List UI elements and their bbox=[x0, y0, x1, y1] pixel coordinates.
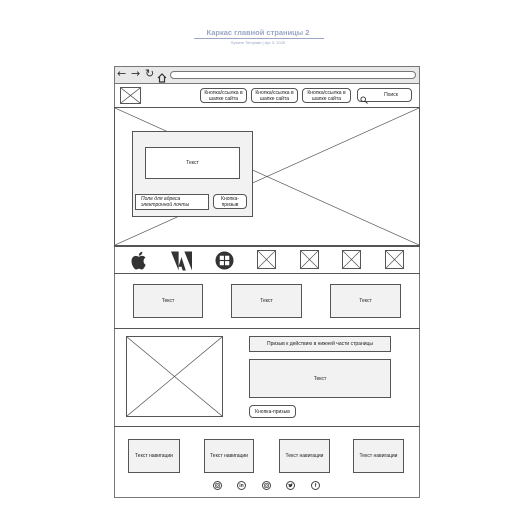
home-icon[interactable] bbox=[157, 70, 167, 80]
logo-placeholder bbox=[257, 250, 276, 269]
email-field[interactable]: Поле для адреса электронной почты bbox=[135, 194, 209, 210]
divider bbox=[114, 328, 420, 329]
title-underline bbox=[194, 38, 324, 39]
address-bar[interactable] bbox=[170, 71, 416, 79]
feature-card-1: Текст bbox=[133, 284, 203, 318]
hero-cta-button[interactable]: Кнопка-призыв bbox=[213, 194, 247, 209]
linkedin-icon[interactable]: in bbox=[237, 481, 246, 490]
twitter-icon[interactable] bbox=[286, 481, 295, 490]
footer-nav-item-1[interactable]: Текст навигации bbox=[128, 439, 180, 473]
logo-placeholder bbox=[385, 250, 404, 269]
divider bbox=[114, 246, 420, 247]
instagram-icon[interactable] bbox=[262, 481, 271, 490]
cta-image-placeholder bbox=[126, 336, 223, 417]
adobe-logo bbox=[171, 251, 192, 271]
arrow-right-icon[interactable]: → bbox=[131, 67, 141, 80]
arrow-left-icon[interactable]: ← bbox=[117, 67, 127, 80]
reload-icon[interactable]: ↻ bbox=[145, 67, 155, 80]
cta-button[interactable]: Кнопка-призыв bbox=[249, 405, 296, 418]
logo-placeholder bbox=[342, 250, 361, 269]
instagram-icon[interactable] bbox=[213, 481, 222, 490]
feature-card-2: Текст bbox=[231, 284, 302, 318]
apple-logo bbox=[130, 251, 147, 270]
header-link-2[interactable]: Кнопка/ссылка в шапке сайта bbox=[251, 88, 298, 103]
cta-text: Текст bbox=[249, 359, 391, 398]
divider bbox=[114, 273, 420, 274]
logo-placeholder bbox=[300, 250, 319, 269]
page-title: Каркас главной страницы 2 bbox=[206, 28, 310, 37]
feature-card-3: Текст bbox=[330, 284, 401, 318]
cta-heading: Призыв к действию в нижней части страницы bbox=[249, 336, 391, 352]
footer-nav-item-2[interactable]: Текст навигации bbox=[204, 439, 254, 473]
search-label: Поиск bbox=[384, 92, 398, 98]
page-subtitle: System Template | Apr 3, 2025 bbox=[230, 40, 286, 45]
footer-nav-item-4[interactable]: Текст навигации bbox=[353, 439, 404, 473]
footer-nav-item-3[interactable]: Текст навигации bbox=[279, 439, 330, 473]
divider bbox=[114, 426, 420, 427]
facebook-icon[interactable]: f bbox=[311, 481, 320, 490]
windows-logo bbox=[215, 251, 234, 270]
site-logo-placeholder bbox=[120, 87, 141, 104]
hero-text: Текст bbox=[145, 147, 240, 179]
header-link-3[interactable]: Кнопка/ссылка в шапке сайта bbox=[302, 88, 351, 103]
search-icon bbox=[360, 91, 368, 99]
header-link-1[interactable]: Кнопка/ссылка в шапке сайта bbox=[200, 88, 247, 103]
